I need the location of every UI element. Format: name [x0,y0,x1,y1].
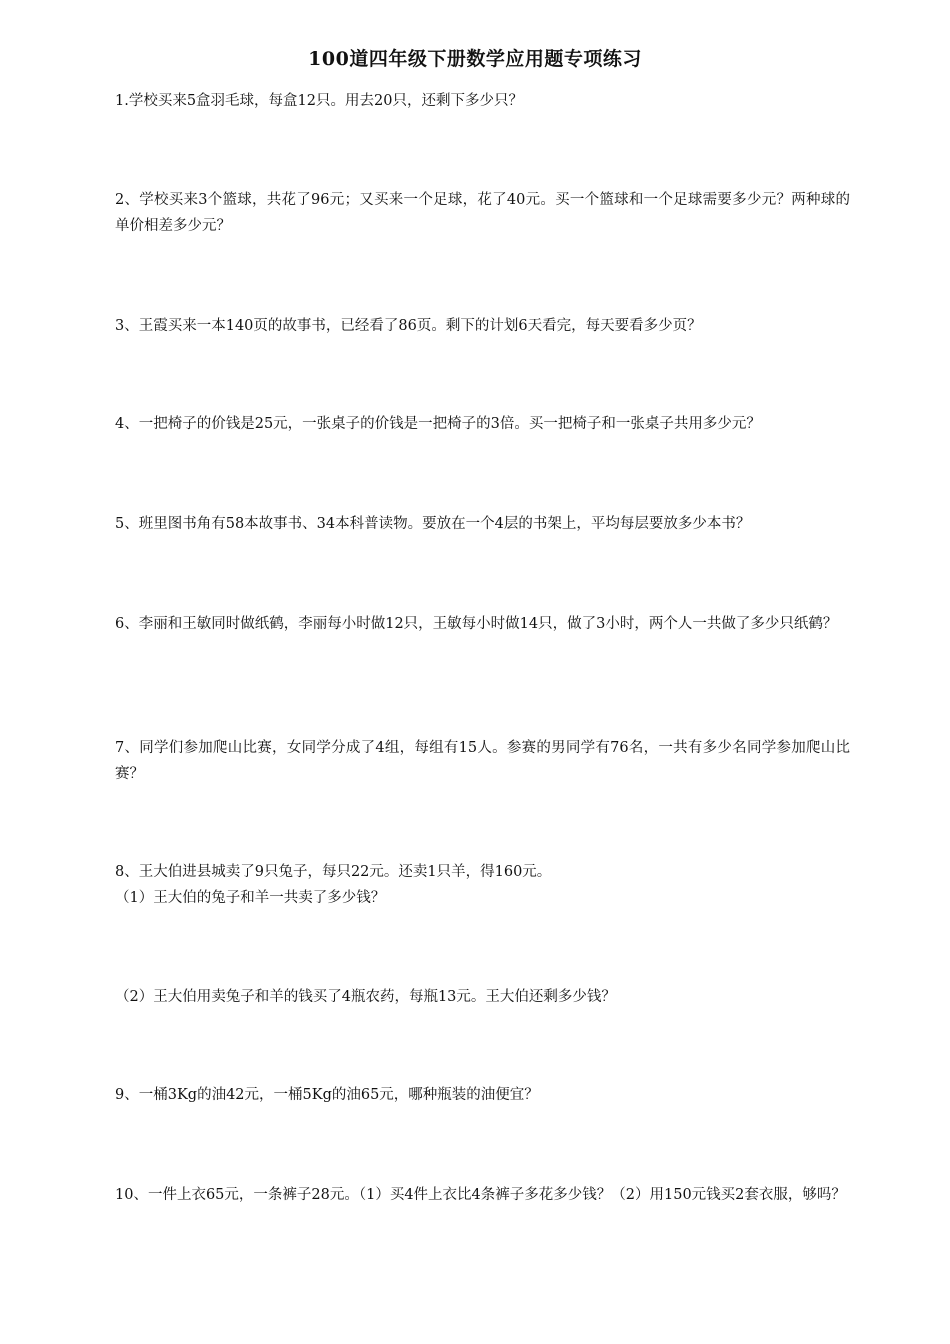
question-subpart-2: （2）王大伯用卖兔子和羊的钱买了4瓶农药，每瓶13元。王大伯还剩多少钱？ [115,989,616,1005]
question-text: 8、王大伯进县城卖了9只兔子，每只22元。还卖1只羊，得160元。 [115,864,552,880]
question-text: 1.学校买来5盒羽毛球，每盒12只。用去20只，还剩下多少只？ [115,93,523,109]
question-6 [115,611,850,637]
question-7 [115,735,850,787]
question-text: 10、一件上衣65元，一条裤子28元。（1）买4件上衣比4条裤子多花多少钱？（2）用150元钱买2套衣服，够吗？ [115,1187,846,1203]
question-5 [115,511,850,537]
question-1 [115,88,850,114]
question-text: 4、一把椅子的价钱是25元，一张桌子的价钱是一把椅子的3倍。买一把椅子和一张桌子共用多少元？ [115,416,761,432]
question-9 [115,1082,850,1108]
question-8 [115,859,850,911]
question-10 [115,1182,850,1208]
question-4 [115,411,850,437]
question-text: 2、学校买来3个篮球，共花了96元；又买来一个足球，花了40元。买一个篮球和一个足球需要多少元？两种球的单价相差多少元？ [115,192,850,234]
question-text: 7、同学们参加爬山比赛，女同学分成了4组，每组有15人。参赛的男同学有76名，一共有多少名同学参加爬山比赛？ [115,740,850,782]
question-text: 3、王霞买来一本140页的故事书，已经看了86页。剩下的计划6天看完，每天要看多少页？ [115,318,702,334]
question-8-part-2 [115,984,850,1010]
question-subpart-1: （1）王大伯的兔子和羊一共卖了多少钱？ [115,890,386,906]
question-2 [115,187,850,239]
question-text: 5、班里图书角有58本故事书、34本科普读物。要放在一个4层的书架上，平均每层要放多少本书？ [115,516,751,532]
question-3 [115,313,850,339]
question-text: 9、一桶3Kg的油42元，一桶5Kg的油65元，哪种瓶装的油便宜？ [115,1087,539,1103]
document-title: 100道四年级下册数学应用题专项练习 [308,48,642,70]
question-text: 6、李丽和王敏同时做纸鹤，李丽每小时做12只，王敏每小时做14只，做了3小时，两个人一共做了多少只纸鹤？ [115,616,838,632]
